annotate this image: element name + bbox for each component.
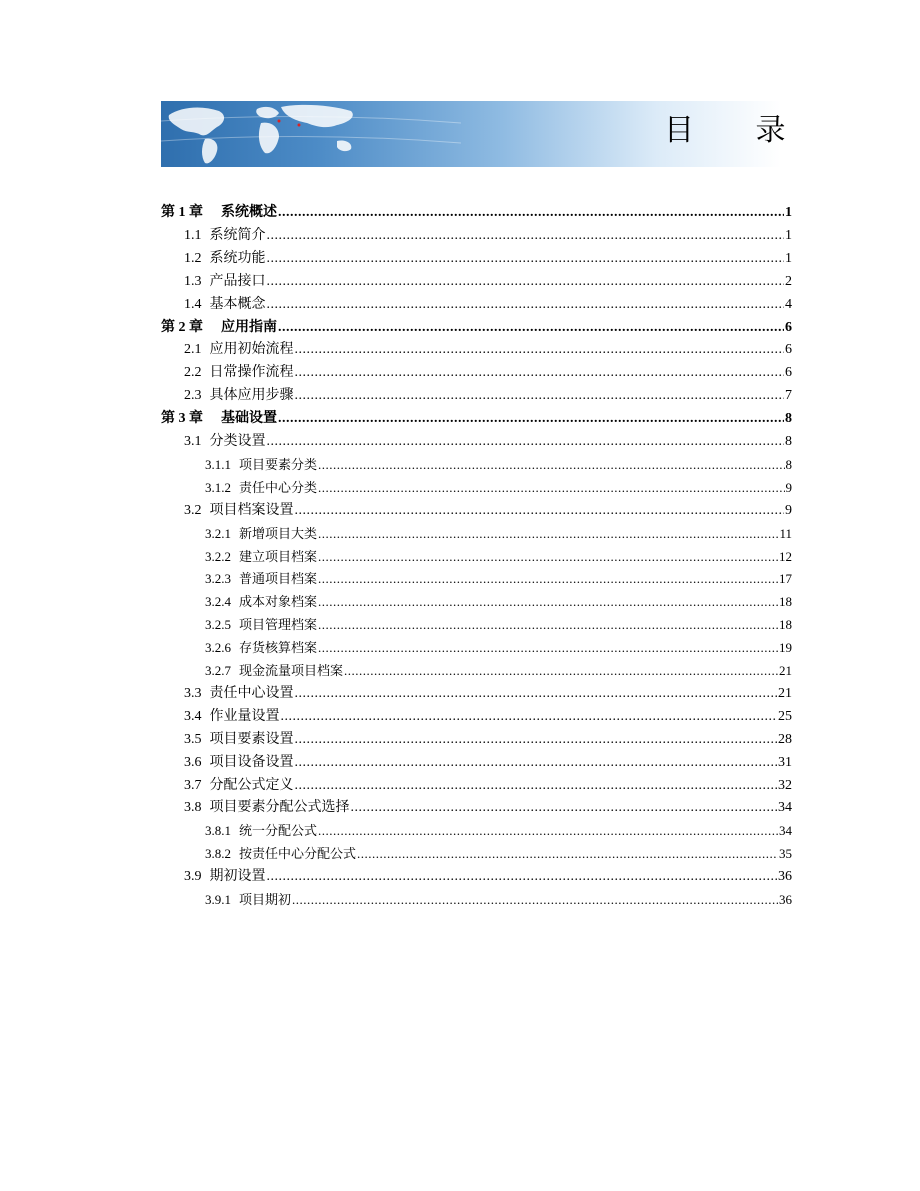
toc-entry-number: 3.2.6 [205,640,231,656]
toc-entry[interactable] [184,729,792,751]
toc-entry-title: 普通项目档案 [239,571,318,587]
toc-entry-page: 25 [778,708,792,724]
toc-leader-dots [318,637,778,659]
toc-entry[interactable] [184,339,792,361]
toc-entry-number: 1.1 [184,227,202,243]
toc-entry-number: 1.4 [184,296,202,312]
toc-entry-number: 3.9.1 [205,892,231,907]
toc-entry-title: 应用指南 [221,319,277,335]
toc-entry[interactable] [184,706,792,728]
toc-entry-page: 21 [779,663,792,678]
toc-entry[interactable] [205,820,792,842]
toc-leader-dots [318,591,778,613]
toc-entry-title: 按责任中心分配公式 [239,846,357,862]
toc-entry-title: 产品接口 [209,273,266,289]
toc-entry[interactable] [184,752,792,774]
toc-leader-dots [318,454,784,476]
toc-entry-number: 3.2.7 [205,663,231,678]
toc-entry-title: 应用初始流程 [209,342,294,358]
toc-entry-number: 第 3 章 [161,411,203,427]
toc-leader-dots [278,317,784,339]
toc-entry[interactable] [161,408,792,430]
toc-entry-title: 成本对象档案 [239,594,318,610]
toc-entry-page: 28 [778,731,792,747]
toc-entry-number: 第 1 章 [161,205,203,220]
toc-entry[interactable] [184,362,792,384]
toc-entry-number: 3.5 [184,731,202,747]
toc-entry-page: 36 [779,892,792,907]
toc-entry-number: 3.2.5 [205,617,231,633]
toc-entry-number: 3.4 [184,708,202,724]
toc-leader-dots [295,775,778,797]
toc-leader-dots [351,797,778,819]
toc-leader-dots [318,523,778,545]
toc-leader-dots [267,294,785,316]
toc-entry-number: 3.8.1 [205,823,231,839]
toc-leader-dots [292,889,778,911]
toc-entry-title: 作业量设置 [209,708,280,724]
toc-entry[interactable] [184,271,792,293]
toc-entry-title: 基本概念 [209,296,266,312]
toc-leader-dots [357,843,778,865]
toc-entry-page: 35 [779,846,792,862]
toc-entry-title: 具体应用步骤 [209,388,294,404]
toc-entry-number: 3.2 [184,502,202,518]
toc-entry-title: 责任中心分类 [239,479,318,495]
toc-entry[interactable] [184,248,792,270]
toc-entry-title: 项目设备设置 [209,754,294,770]
toc-entry[interactable] [205,477,792,499]
toc-entry[interactable] [184,431,792,453]
toc-entry-number: 1.3 [184,273,202,289]
toc-leader-dots [295,339,785,361]
toc-entry-page: 1 [785,205,792,220]
toc-leader-dots [318,614,778,636]
toc-entry[interactable] [205,614,792,636]
toc-entry-number: 3.1.2 [205,479,231,495]
toc-entry[interactable] [184,225,792,247]
toc-leader-dots [295,385,785,407]
toc-entry-page: 11 [779,525,792,541]
toc-leader-dots [267,271,785,293]
toc-entry[interactable] [184,683,792,705]
toc-leader-dots [318,546,778,568]
toc-entry-number: 3.2.1 [205,525,231,541]
toc-entry-number: 2.1 [184,342,202,358]
toc-entry-page: 1 [785,227,792,243]
toc-leader-dots [281,706,778,728]
toc-entry-number: 3.2.3 [205,571,231,587]
toc-entry-page: 18 [779,594,792,610]
toc-entry-number: 3.2.2 [205,548,231,564]
toc-entry-number: 2.3 [184,388,202,404]
toc-entry-number: 3.9 [184,869,202,885]
toc-entry[interactable] [205,889,792,911]
toc-entry-number: 1.2 [184,250,202,266]
toc-entry-page: 7 [785,388,792,404]
toc-entry-page: 18 [779,617,792,633]
toc-entry-page: 2 [785,273,792,289]
toc-entry-title: 期初设置 [209,869,266,885]
toc-entry[interactable] [205,546,792,568]
toc-leader-dots [295,683,778,705]
toc-leader-dots [318,477,784,499]
toc-entry-page: 34 [778,800,792,816]
toc-entry-number: 第 2 章 [161,319,203,335]
toc-leader-dots [318,568,778,590]
toc-leader-dots [278,408,784,430]
toc-entry-page: 32 [778,777,792,793]
toc-entry-title: 项目管理档案 [239,617,318,633]
toc-entry-title: 统一分配公式 [239,823,318,839]
toc-entry-title: 基础设置 [221,411,277,427]
toc-leader-dots [267,248,785,270]
toc-entry-page: 8 [785,434,792,449]
toc-entry-title: 项目档案设置 [209,502,294,518]
toc-entry-number: 3.8.2 [205,846,231,862]
toc-leader-dots [267,225,785,247]
toc-entry-title: 系统简介 [209,227,266,243]
toc-entry-page: 8 [785,411,792,427]
toc-entry-number: 3.7 [184,777,202,793]
toc-entry[interactable] [184,385,792,407]
toc-entry-number: 3.1.1 [205,456,231,472]
toc-leader-dots [295,729,778,751]
toc-entry-page: 4 [785,296,792,312]
toc-entry-number: 3.2.4 [205,594,231,610]
toc-leader-dots [295,500,785,522]
toc-entry-title: 现金流量项目档案 [239,663,344,678]
toc-entry[interactable] [184,866,792,888]
toc-entry-title: 项目要素分配公式选择 [209,800,350,816]
toc-leader-dots [318,820,778,842]
toc-leader-dots [278,202,784,224]
toc-entry-number: 3.6 [184,754,202,770]
toc-entry-title: 新增项目大类 [239,525,318,541]
toc-entry-title: 分类设置 [209,434,266,449]
toc-entry-page: 12 [779,548,792,564]
toc-entry[interactable] [184,294,792,316]
toc-entry-page: 21 [778,685,792,701]
toc-leader-dots [344,660,778,682]
toc-leader-dots [267,866,778,888]
toc-entry-number: 3.8 [184,800,202,816]
toc-entry[interactable] [184,797,792,819]
toc-leader-dots [295,752,778,774]
page-title: 目 录 [664,113,812,148]
toc-entry[interactable] [205,843,792,865]
toc-entry[interactable] [205,568,792,590]
toc-entry-page: 1 [785,250,792,266]
toc-entry-page: 6 [785,365,792,381]
toc-entry[interactable] [161,317,792,339]
toc-entry-title: 系统概述 [221,205,277,220]
toc-entry-number: 3.3 [184,685,202,701]
toc-entry-page: 9 [785,502,792,518]
toc-entry-title: 责任中心设置 [209,685,294,701]
toc-entry-page: 19 [779,640,792,656]
toc-entry-page: 36 [778,869,792,885]
toc-leader-dots [267,431,785,453]
toc-entry[interactable] [205,660,792,682]
toc-entry-title: 项目要素分类 [239,456,318,472]
toc-entry-title: 项目期初 [239,892,292,907]
toc-entry-page: 31 [778,754,792,770]
toc-entry-page: 8 [785,456,792,472]
toc-entry-title: 存货核算档案 [239,640,318,656]
toc-entry-title: 系统功能 [209,250,266,266]
toc-entry-page: 6 [785,342,792,358]
toc-entry[interactable] [184,775,792,797]
toc-entry-number: 2.2 [184,365,202,381]
toc-leader-dots [295,362,785,384]
toc-entry[interactable] [184,500,792,522]
toc-entry-page: 17 [779,571,792,587]
toc-entry[interactable] [205,637,792,659]
toc-entry-page: 34 [779,823,792,839]
toc-entry-title: 分配公式定义 [209,777,294,793]
toc-entry-page: 6 [785,319,792,335]
toc-entry[interactable] [205,454,792,476]
toc-entry[interactable] [161,202,792,224]
toc-entry-title: 日常操作流程 [209,365,294,381]
toc-entry[interactable] [205,523,792,545]
toc-entry-page: 9 [785,479,792,495]
toc-entry-title: 建立项目档案 [239,548,318,564]
toc-entry-title: 项目要素设置 [209,731,294,747]
toc-entry-number: 3.1 [184,434,202,449]
toc-entry[interactable] [205,591,792,613]
